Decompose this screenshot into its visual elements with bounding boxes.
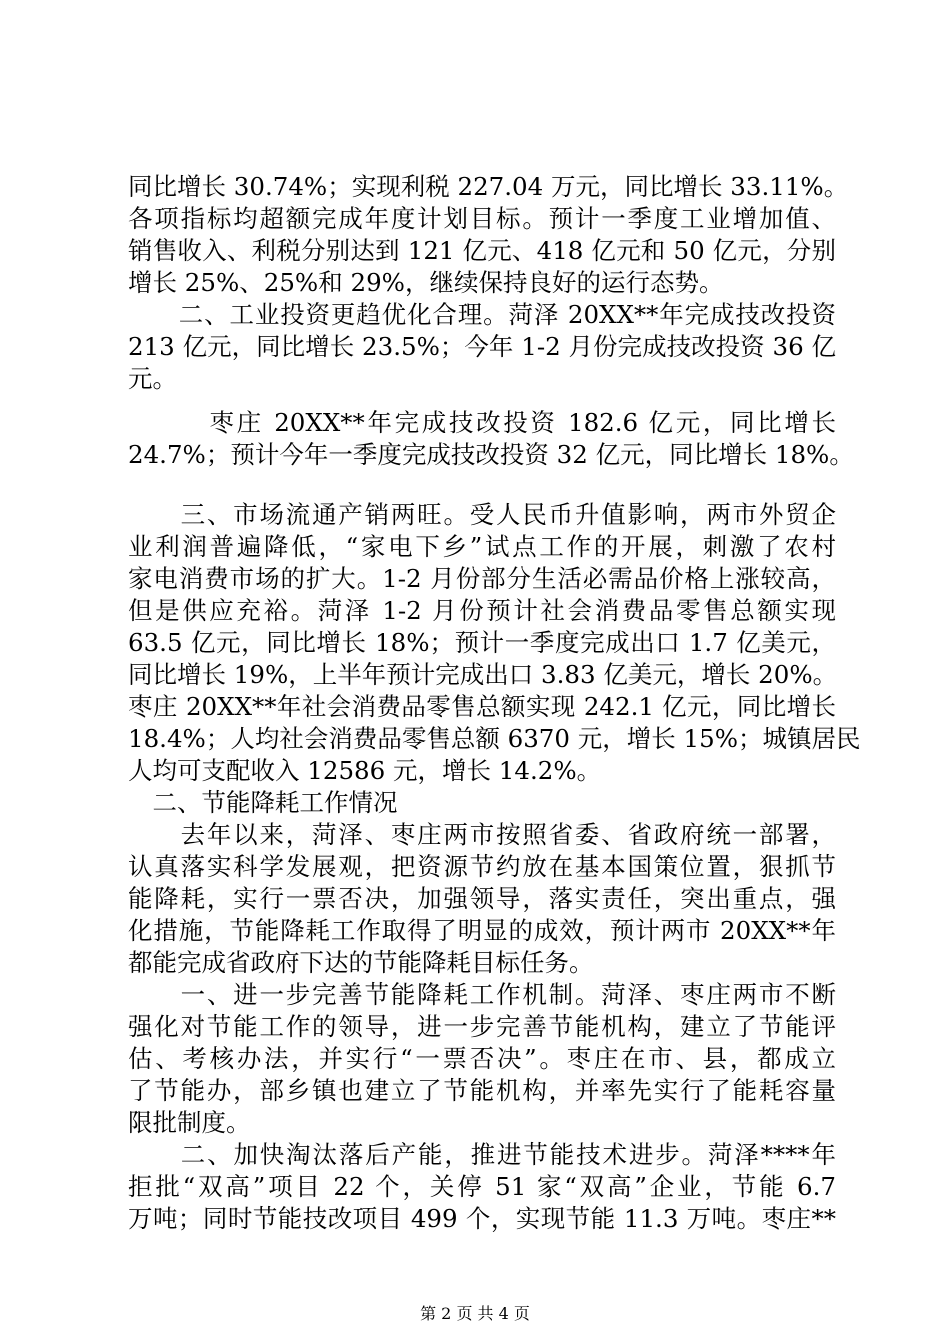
text-line: 但是供应充裕。菏泽 1-2 月份预计社会消费品零售总额实现 [128, 596, 836, 625]
page-number-footer: 第 2 页 共 4 页 [420, 1304, 530, 1323]
text-line: 人均可支配收入 12586 元，增长 14.2%。 [128, 756, 602, 785]
text-line: 认真落实科学发展观，把资源节约放在基本国策位置，狠抓节 [128, 852, 836, 881]
text-line: 63.5 亿元，同比增长 18%；预计一季度完成出口 1.7 亿美元， [128, 628, 836, 657]
text-line: 强化对节能工作的领导，进一步完善节能机构，建立了节能评 [128, 1012, 836, 1041]
text-line: 枣庄 20XX**年完成技改投资 182.6 亿元，同比增长 [128, 408, 836, 437]
text-line: 销售收入、利税分别达到 121 亿元、418 亿元和 50 亿元，分别 [128, 236, 836, 265]
text-line: 213 亿元，同比增长 23.5%；今年 1-2 月份完成技改投资 36 亿 [128, 332, 836, 361]
text-line: 万吨；同时节能技改项目 499 个，实现节能 11.3 万吨。枣庄** [128, 1204, 836, 1233]
text-line: 估、考核办法，并实行“一票否决”。枣庄在市、县，都成立 [128, 1044, 836, 1073]
text-line: 限批制度。 [128, 1108, 251, 1137]
body-text [128, 171, 861, 1235]
text-line: 三、市场流通产销两旺。受人民币升值影响，两市外贸企 [128, 500, 836, 529]
paragraph-gap [128, 395, 836, 407]
text-line: 拒批“双高”项目 22 个，关停 51 家“双高”企业，节能 6.7 [128, 1172, 836, 1201]
text-line: 二、加快淘汰落后产能，推进节能技术进步。菏泽****年 [128, 1140, 836, 1169]
text-line: 家电消费市场的扩大。1-2 月份部分生活必需品价格上涨较高， [128, 564, 836, 593]
text-line: 二、工业投资更趋优化合理。菏泽 20XX**年完成技改投资 [128, 300, 836, 329]
text-line: 都能完成省政府下达的节能降耗目标任务。 [128, 948, 594, 977]
text-line: 同比增长 30.74%；实现利税 227.04 万元，同比增长 33.11%。 [128, 172, 849, 201]
text-line: 各项指标均超额完成年度计划目标。预计一季度工业增加值、 [128, 204, 836, 233]
text-line: 24.7%；预计今年一季度完成技改投资 32 亿元，同比增长 18%。 [128, 440, 854, 469]
text-line: 一、进一步完善节能降耗工作机制。菏泽、枣庄两市不断 [128, 980, 836, 1009]
text-line: 去年以来，菏泽、枣庄两市按照省委、省政府统一部署， [128, 820, 836, 849]
text-line: 同比增长 19%，上半年预计完成出口 3.83 亿美元，增长 20%。 [128, 660, 838, 689]
section-heading: 二、节能降耗工作情况 [128, 788, 398, 817]
text-line: 了节能办，部乡镇也建立了节能机构，并率先实行了能耗容量 [128, 1076, 836, 1105]
text-line: 能降耗，实行一票否决，加强领导，落实责任，突出重点，强 [128, 884, 836, 913]
text-line: 元。 [128, 364, 177, 393]
text-line: 枣庄 20XX**年社会消费品零售总额实现 242.1 亿元，同比增长 [128, 692, 836, 721]
text-line: 业利润普遍降低，“家电下乡”试点工作的开展，刺激了农村 [128, 532, 836, 561]
paragraph-gap [128, 471, 836, 499]
text-line: 化措施，节能降耗工作取得了明显的成效，预计两市 20XX**年 [128, 916, 836, 945]
text-line: 增长 25%、25%和 29%，继续保持良好的运行态势。 [128, 268, 724, 297]
text-line: 18.4%；人均社会消费品零售总额 6370 元，增长 15%；城镇居民 [128, 724, 861, 753]
